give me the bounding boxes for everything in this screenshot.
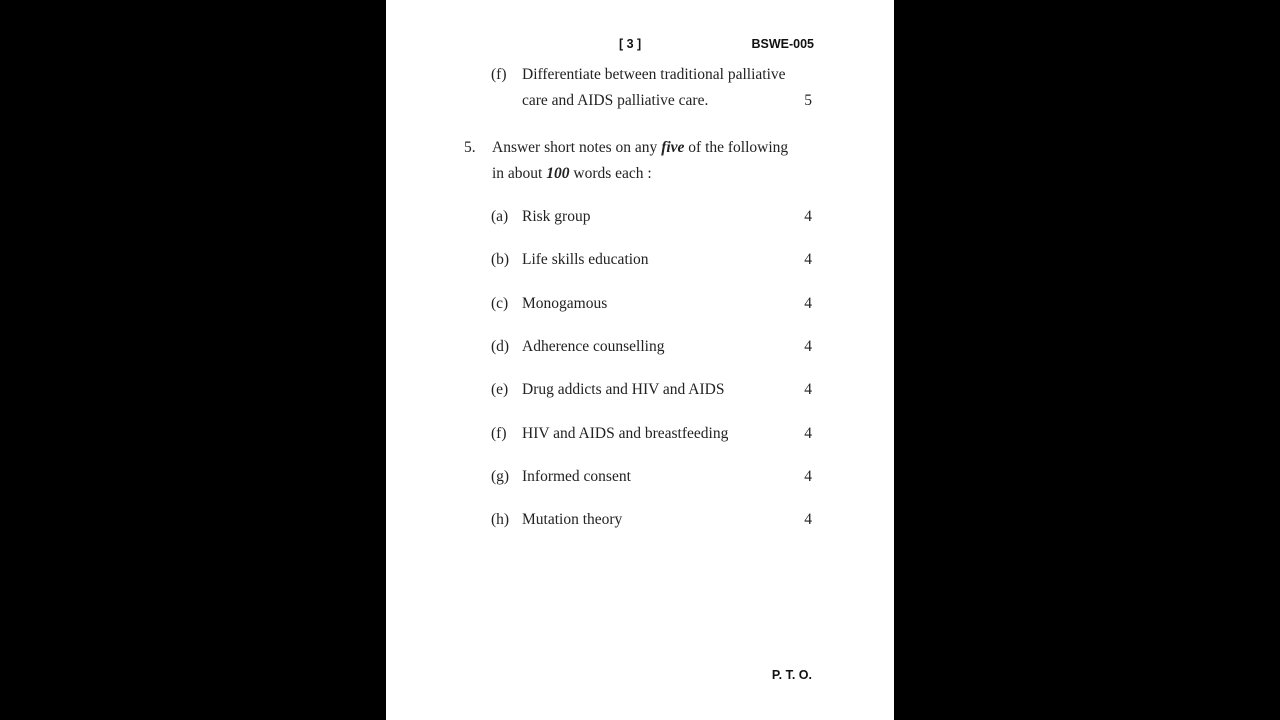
exam-page [386,0,894,720]
text: Answer short notes on any [492,139,662,156]
item-text: Mutation theory [522,511,623,529]
item-label: (c) [491,294,509,312]
item-text: HIV and AIDS and breastfeeding [522,424,729,442]
item-label: (e) [491,381,509,399]
item-marks: 4 [804,337,812,355]
emphasis: five [661,139,685,156]
item-label: (d) [491,337,510,355]
item-marks: 4 [804,511,812,529]
question-label: (f) [491,66,507,83]
item-marks: 4 [804,208,812,225]
paper-code: BSWE-005 [751,37,814,51]
page-number: [ 3 ] [619,37,642,51]
question-number: 5. [464,139,476,156]
question-text: care and AIDS palliative care. [522,92,709,109]
item-text: Monogamous [522,294,608,312]
item-label: (b) [491,251,510,269]
question-text: Differentiate between traditional palliative [522,66,786,83]
item-label: (f) [491,424,507,442]
item-text: Risk group [522,208,591,225]
text: of the following [684,139,789,156]
question-text [492,165,652,183]
question-text [492,139,788,157]
item-label: (h) [491,511,510,529]
item-text: Adherence counselling [522,337,665,355]
item-marks: 4 [804,251,812,269]
page-footer: P. T. O. [771,668,812,682]
item-text: Drug addicts and HIV and AIDS [522,381,725,399]
item-marks: 4 [804,467,812,485]
item-marks: 4 [804,424,812,442]
emphasis: 100 [546,165,570,182]
item-text: Informed consent [522,467,631,485]
item-marks: 4 [804,294,812,312]
item-marks: 4 [804,381,812,399]
item-label: (g) [491,467,510,485]
item-text: Life skills education [522,251,649,269]
question-marks: 5 [804,92,812,109]
text: words each : [569,165,652,182]
item-label: (a) [491,208,509,225]
text: in about [492,165,547,182]
